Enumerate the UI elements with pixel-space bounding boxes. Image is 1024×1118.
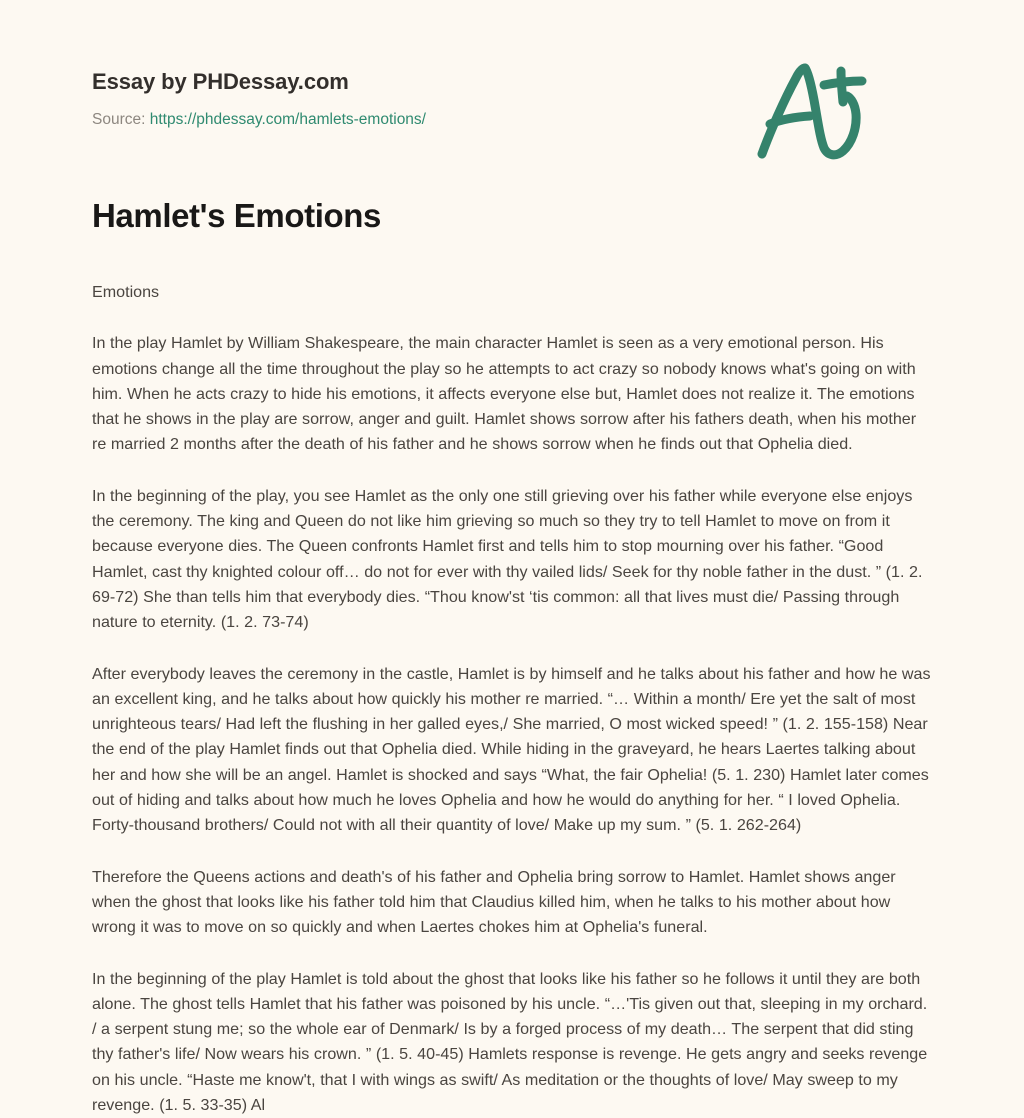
essay-body: [92, 236, 932, 1118]
section-subheading: Emotions: [92, 283, 160, 301]
source-label: Source:: [92, 111, 146, 128]
paragraph: Therefore the Queens actions and death's of his father and Ophelia bring sorrow to Hamlet. Hamlet shows anger when the ghost that looks like his father told him that Claudius killed him, when he talks to his mother about how wrong it was to move on so quickly and when Laertes chokes him at Ophelia's funeral.: [92, 867, 896, 937]
paragraph: In the beginning of the play, you see Hamlet as the only one still grieving over his father while everyone else enjoys the ceremony. The king and Queen do not like him grieving so much so they try to tell Hamlet to move on from it because everyone dies. The Queen confronts Hamlet first and tells him to stop mourning over his father. “Good Hamlet, cast thy knighted colour off… do not for ever with thy vailed lids/ Seek for thy noble father in the dust. ” (1. 2. 69-72) She than tells him that everybody dies. “Thou know'st ‘tis common: all that lives must die/ Passing through nature to eternity. (1. 2. 73-74): [92, 486, 923, 632]
brand-title: Essay by PHDessay.com: [92, 69, 349, 94]
paragraph: After everybody leaves the ceremony in the castle, Hamlet is by himself and he talks about his father and how he was an excellent king, and he talks about how quickly his mother re married. “… Within a month/ Ere yet the salt of most unrighteous tears/ Had left the flushing in her galled eyes,/ She married, O most wicked speed! ” (1. 2. 155-158) Near the end of the play Hamlet finds out that Ophelia died. While hiding in the graveyard, he hears Laertes talking about her and how she will be an angel. Hamlet is shocked and says “What, the fair Ophelia! (5. 1. 230) Hamlet later comes out of hiding and talks about how much he loves Ophelia and how he would do anything for her. “ I loved Ophelia. Forty-thousand brothers/ Could not with all their quantity of love/ Make up my sum. ” (5. 1. 262-264): [92, 664, 931, 835]
aplus-logo-icon: [748, 58, 876, 162]
page-title: Hamlet's Emotions: [92, 197, 381, 234]
source-url-link[interactable]: https://phdessay.com/hamlets-emotions/: [149, 111, 426, 128]
paragraph: In the beginning of the play Hamlet is told about the ghost that looks like his father so he follows it until they are both alone. The ghost tells Hamlet that his father was poisoned by his uncle. “…'Tis given out that, sleeping in my orchard. / a serpent stung me; so the whole ear of Denmark/ Is by a forged process of my death… The serpent that did sting thy father's life/ Now wears his crown. ” (1. 5. 40-45) Hamlets response is revenge. He gets angry and seeks revenge on his uncle. “Haste me know't, that I with wings as swift/ As meditation or the thoughts of love/ May sweep to my revenge. (1. 5. 33-35) Al: [92, 969, 928, 1115]
page-header: [92, 0, 932, 128]
paragraph: In the play Hamlet by William Shakespeare, the main character Hamlet is seen as a very emotional person. His emotions change all the time throughout the play so he attempts to act crazy so nobody knows what's going on with him. When he acts crazy to hide his emotions, it affects everyone else but, Hamlet does not realize it. The emotions that he shows in the play are sorrow, anger and guilt. Hamlet shows sorrow after his fathers death, when his mother re married 2 months after the death of his father and he shows sorrow when he finds out that Ophelia died.: [92, 334, 917, 454]
